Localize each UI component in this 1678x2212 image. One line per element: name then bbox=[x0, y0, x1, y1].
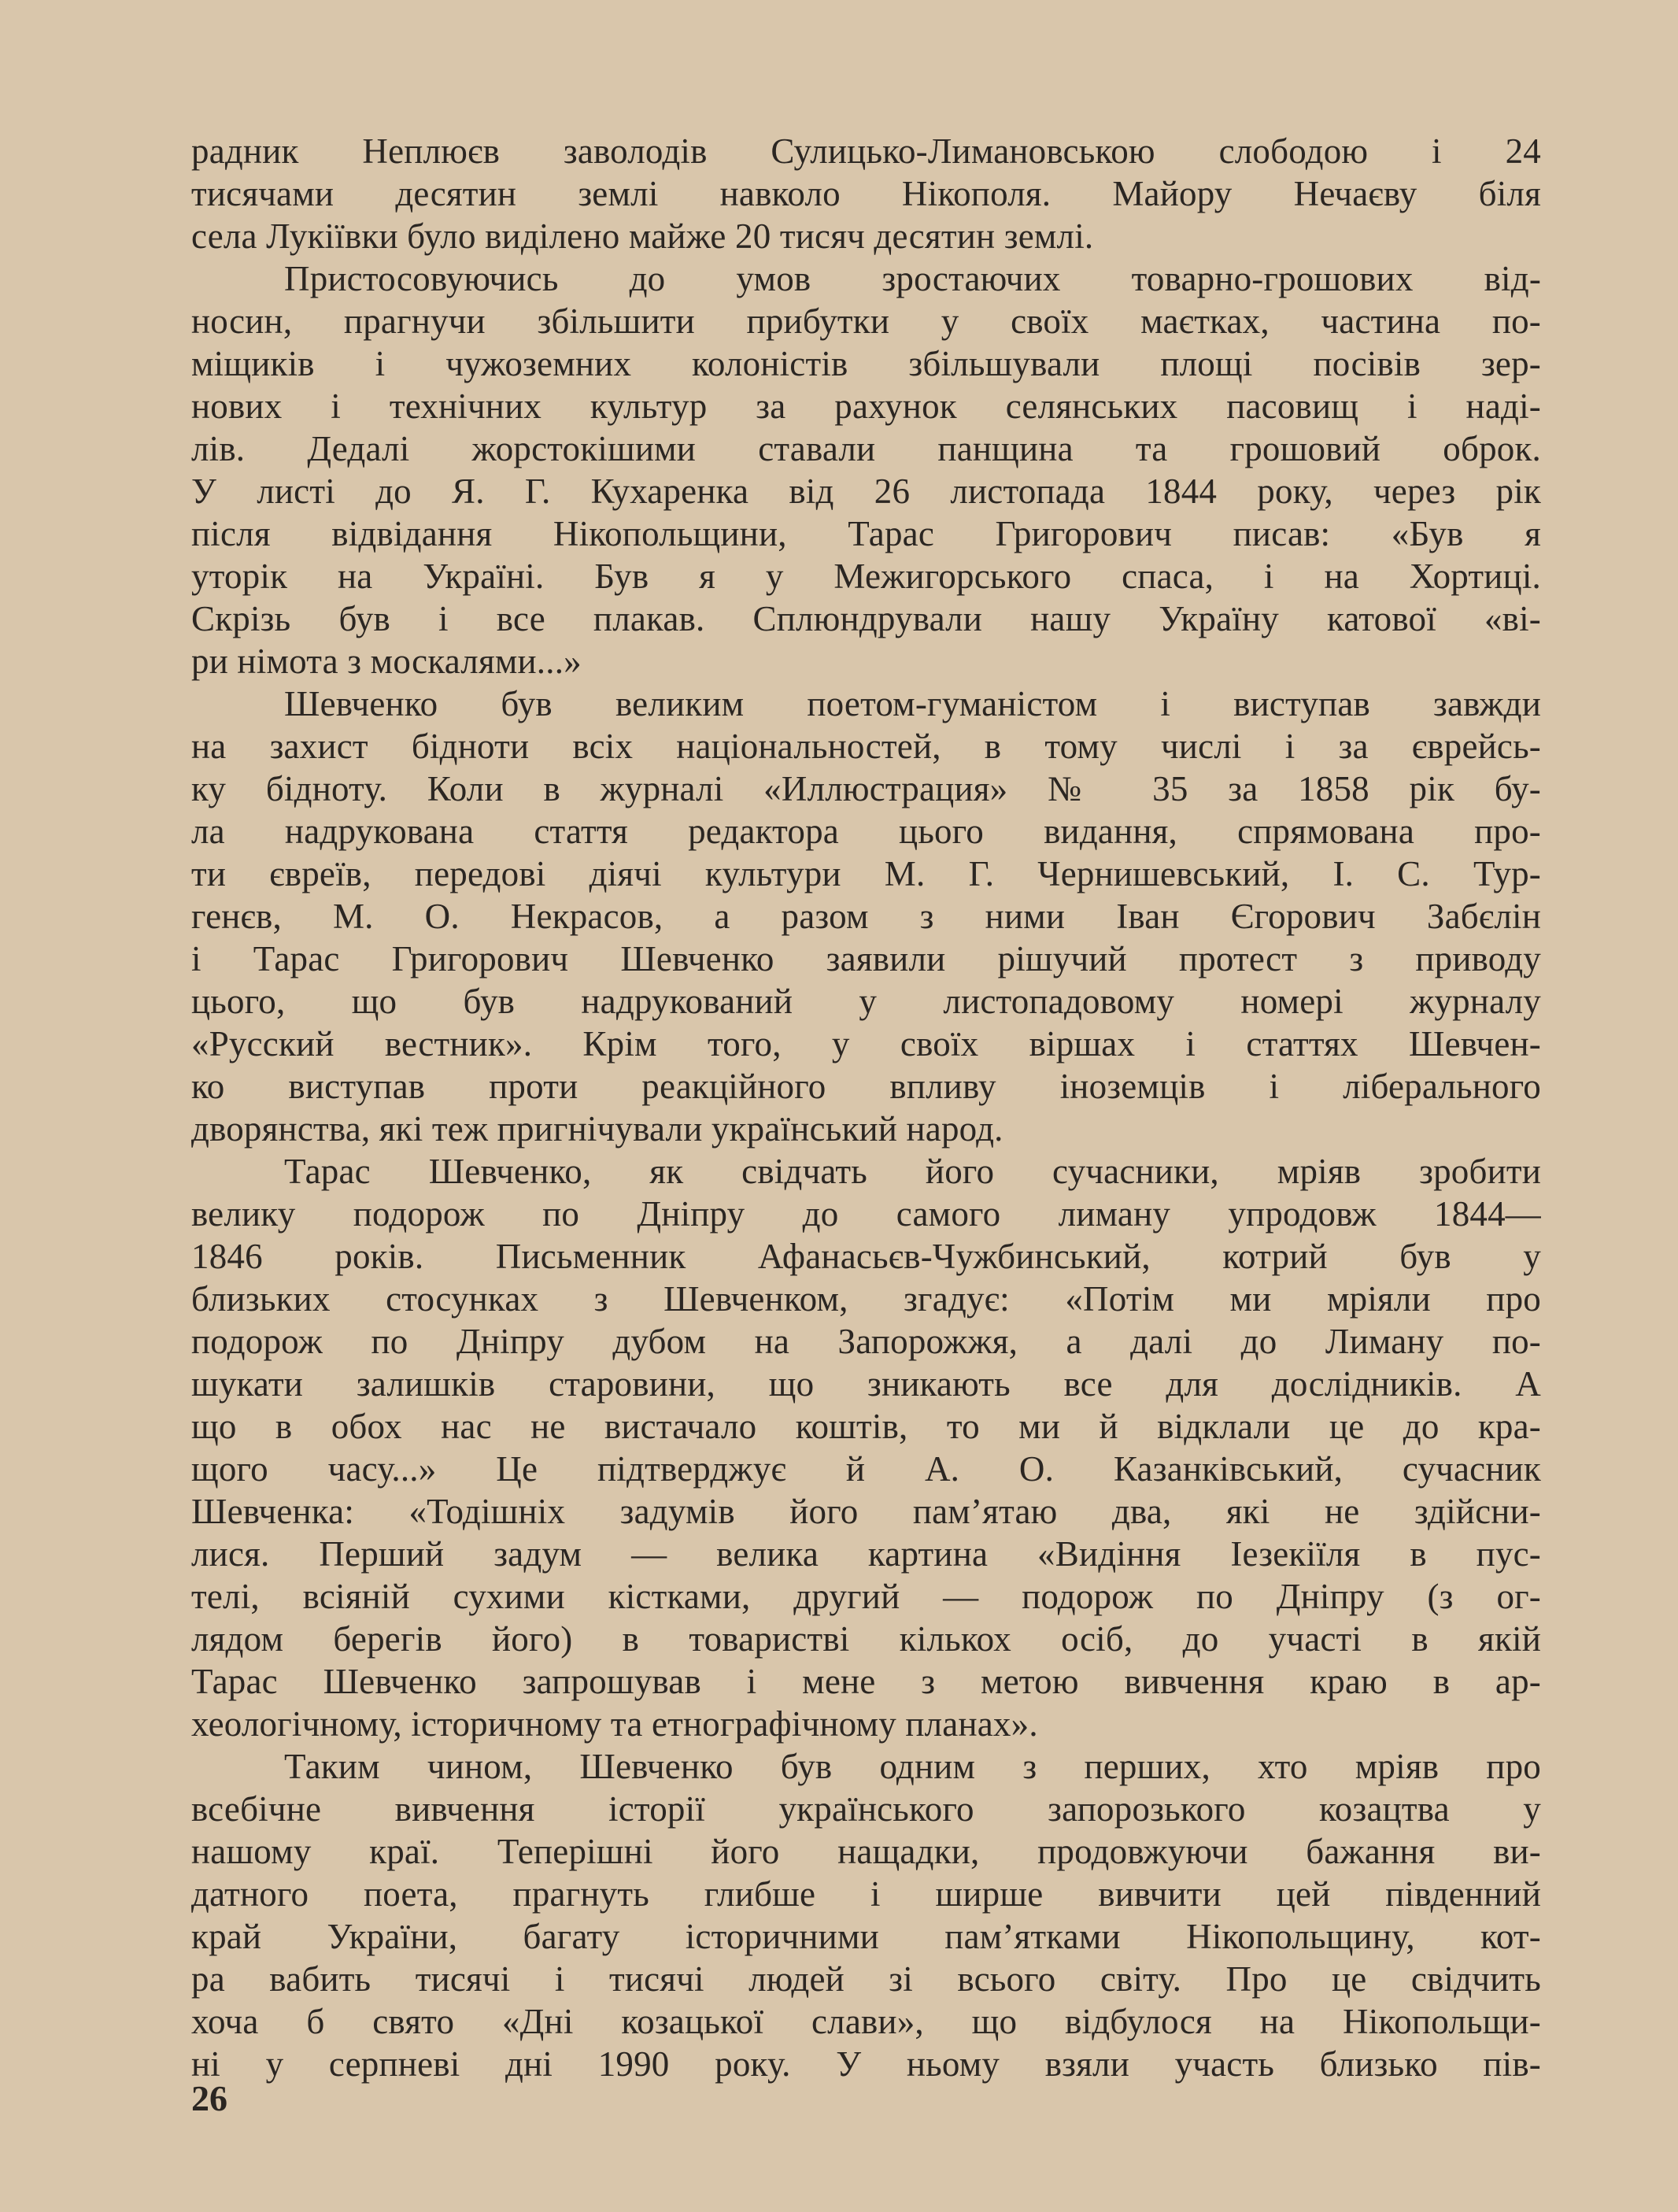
text-line: шукати залишків старовини, що зникають все для дослідників. А bbox=[191, 1364, 1541, 1404]
text-line: лів. Дедалі жорстокішими ставали панщина та грошовий оброк. bbox=[191, 429, 1541, 468]
text-line: ла надрукована стаття редактора цього видання, спрямована про- bbox=[191, 812, 1541, 851]
text-line: ра вабить тисячі і тисячі людей зі всього світу. Про це свідчить bbox=[191, 1959, 1541, 1999]
text-line: датного поета, прагнуть глибше і ширше вивчити цей південний bbox=[191, 1874, 1541, 1914]
text-line: лядом берегів його) в товаристві кількох осіб, до участі в якій bbox=[191, 1619, 1541, 1659]
text-line: край України, багату історичними пам’ятками Нікопольщину, кот- bbox=[191, 1917, 1541, 1956]
text-line: подорож по Дніпру дубом на Запорожжя, а далі до Лиману по- bbox=[191, 1322, 1541, 1361]
text-line: «Русский вестник». Крім того, у своїх віршах і статтях Шевчен- bbox=[191, 1024, 1541, 1063]
text-line: тисячами десятин землі навколо Нікополя. Майору Нечаєву біля bbox=[191, 174, 1541, 213]
text-line: уторік на Україні. Був я у Межигорського спаса, і на Хортиці. bbox=[191, 557, 1541, 596]
text-line: нашому краї. Теперішні його нащадки, продовжуючи бажання ви- bbox=[191, 1832, 1541, 1871]
paragraph-first-line: Тарас Шевченко, як свідчать його сучасники, мріяв зробити bbox=[284, 1152, 1541, 1191]
text-line: Шевченка: «Тодішніх задумів його пам’ятаю два, які не здійсни- bbox=[191, 1492, 1541, 1531]
text-line: радник Неплюєв заволодів Сулицько-Лимановською слободою і 24 bbox=[191, 131, 1541, 171]
text-line: на захист бідноти всіх національностей, в тому числі і за єврейсь- bbox=[191, 727, 1541, 766]
text-line: що в обох нас не вистачало коштів, то ми й відклали це до кра- bbox=[191, 1407, 1541, 1446]
text-line: і Тарас Григорович Шевченко заявили рішучий протест з приводу bbox=[191, 939, 1541, 978]
paragraph-first-line: Таким чином, Шевченко був одним з перших, хто мріяв про bbox=[284, 1747, 1541, 1786]
text-line: нових і технічних культур за рахунок селянських пасовищ і наді- bbox=[191, 387, 1541, 426]
text-line: ри німота з москалями...» bbox=[191, 642, 582, 681]
text-line: У листі до Я. Г. Кухаренка від 26 листопада 1844 року, через рік bbox=[191, 472, 1541, 511]
text-line: Скрізь був і все плакав. Сплюндрували нашу Україну катової «ві- bbox=[191, 599, 1541, 638]
page-number: 26 bbox=[191, 2078, 227, 2118]
text-line: близьких стосунках з Шевченком, згадує: «Потім ми мріяли про bbox=[191, 1279, 1541, 1319]
text-line: хеологічному, історичному та етнографічному планах». bbox=[191, 1704, 1038, 1744]
text-line: Тарас Шевченко запрошував і мене з метою вивчення краю в ар- bbox=[191, 1662, 1541, 1701]
text-line: телі, всіяній сухими кістками, другий — подорож по Дніпру (з ог- bbox=[191, 1577, 1541, 1616]
text-line: 1846 років. Письменник Афанасьєв-Чужбинський, котрий був у bbox=[191, 1237, 1541, 1276]
text-line: лися. Перший задум — велика картина «Видіння Іезекіїля в пус- bbox=[191, 1534, 1541, 1574]
paragraph-first-line: Пристосовуючись до умов зростаючих товарно-грошових від- bbox=[284, 259, 1541, 298]
text-line: після відвідання Нікопольщини, Тарас Григорович писав: «Був я bbox=[191, 514, 1541, 553]
text-line: села Лукіївки було виділено майже 20 тисяч десятин землі. bbox=[191, 216, 1094, 256]
text-line: ку бідноту. Коли в журналі «Иллюстрация» № 35 за 1858 рік бу- bbox=[191, 769, 1541, 808]
paragraph-first-line: Шевченко був великим поетом-гуманістом і виступав завжди bbox=[284, 684, 1541, 723]
text-line: велику подорож по Дніпру до самого лиману упродовж 1844— bbox=[191, 1194, 1541, 1234]
text-line: хоча б свято «Дні козацької слави», що відбулося на Нікопольщи- bbox=[191, 2002, 1541, 2041]
text-line: генєв, М. О. Некрасов, а разом з ними Іван Єгорович Забєлін bbox=[191, 897, 1541, 936]
text-line: ні у серпневі дні 1990 року. У ньому взяли участь близько пів- bbox=[191, 2044, 1541, 2084]
text-line: ти євреїв, передові діячі культури М. Г. Чернишевський, І. С. Тур- bbox=[191, 854, 1541, 893]
text-line: носин, прагнучи збільшити прибутки у своїх маєтках, частина по- bbox=[191, 301, 1541, 341]
text-line: міщиків і чужоземних колоністів збільшували площі посівів зер- bbox=[191, 344, 1541, 383]
text-line: цього, що був надрукований у листопадовому номері журналу bbox=[191, 982, 1541, 1021]
text-line: ко виступав проти реакційного впливу іноземців і ліберального bbox=[191, 1067, 1541, 1106]
text-line: щого часу...» Це підтверджує й А. О. Казанківський, сучасник bbox=[191, 1449, 1541, 1489]
text-line: дворянства, які теж пригнічували український народ. bbox=[191, 1109, 1003, 1149]
text-line: всебічне вивчення історії українського запорозького козацтва у bbox=[191, 1789, 1541, 1829]
body-text bbox=[191, 130, 1541, 2085]
